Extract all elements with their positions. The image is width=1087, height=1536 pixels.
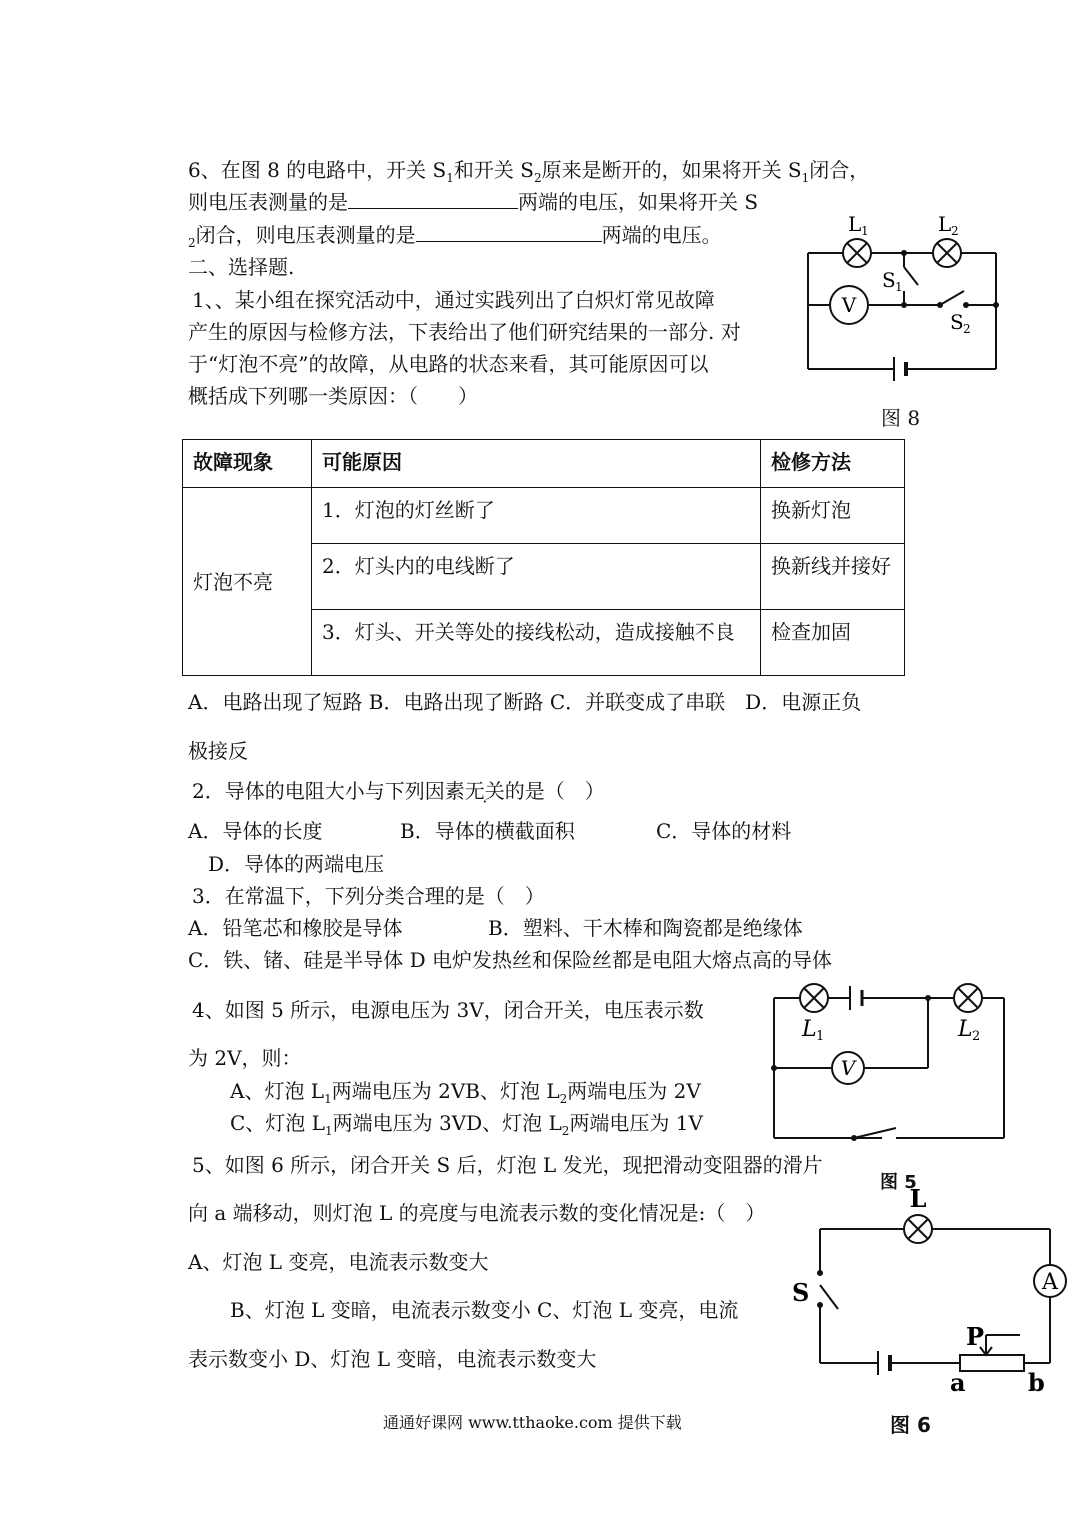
c2-option-c: C．导体的材料	[656, 819, 792, 843]
c5-option-a: A、灯泡 L 变亮，电流表示数变大	[188, 1250, 489, 1274]
q6-line2: 则电压表测量的是 两端的电压，如果将开关 S	[188, 190, 759, 214]
table-cell-fix: 检查加固	[761, 610, 905, 676]
figure-6-circuit	[790, 1185, 1080, 1405]
svg-text:L: L	[909, 1184, 927, 1213]
c3-stem: 3．在常温下，下列分类合理的是（ ）	[192, 884, 545, 908]
c4-options-ab: A、灯泡 $L_1$两端电压为 2VB、灯泡 $L_2$两端电压为 2V	[230, 1079, 701, 1106]
table-header-fix: 检修方法	[761, 440, 905, 488]
c2-option-d: D．导体的两端电压	[208, 852, 385, 876]
svg-text:L: L	[958, 1017, 973, 1042]
c3-option-a: A．铅笔芯和橡胶是导体	[188, 916, 403, 940]
svg-text:2: 2	[951, 224, 959, 238]
answer-blank-2[interactable]	[416, 221, 602, 242]
figure-8-caption: 图 8	[881, 406, 921, 430]
svg-text:P: P	[966, 1322, 985, 1351]
table-cell-fix: 换新线并接好	[761, 544, 905, 610]
figure-6-caption: 图 6	[890, 1413, 931, 1437]
c1-line2: 产生的原因与检修方法，下表给出了他们研究结果的一部分. 对	[188, 320, 741, 344]
svg-text:1: 1	[861, 224, 869, 238]
c4-options-cd: C、灯泡 $L_1$两端电压为 3VD、灯泡 $L_2$两端电压为 1V	[230, 1111, 703, 1138]
section-title-choice: 二、选择题.	[188, 255, 295, 279]
svg-text:1: 1	[816, 1029, 825, 1044]
c2-option-a: A．导体的长度	[188, 819, 323, 843]
figure-5-circuit	[770, 980, 1010, 1140]
svg-text:b: b	[1028, 1368, 1045, 1397]
svg-text:L: L	[848, 212, 862, 236]
c4-line1: 4、如图 5 所示，电源电压为 3V，闭合开关，电压表示数	[192, 998, 704, 1022]
page-footer: 通通好课网 www.tthaoke.com 提供下载	[383, 1413, 682, 1432]
q6-line1: 6、在图 8 的电路中，开关 $S_1$和开关 $S_2$原来是断开的，如果将开关 $S_1$闭合，	[188, 158, 870, 185]
c1-line4: 概括成下列哪一类原因：（ ）	[188, 384, 478, 408]
table-header-cause: 可能原因	[312, 440, 761, 488]
c3-option-cd: C．铁、锗、硅是半导体 D 电炉发热丝和保险丝都是电阻大熔点高的导体	[188, 948, 833, 972]
svg-text:1: 1	[895, 280, 903, 294]
svg-text:L: L	[802, 1017, 817, 1042]
c1-line3: 于“灯泡不亮”的故障，从电路的状态来看，其可能原因可以	[188, 352, 709, 376]
svg-text:a: a	[950, 1368, 966, 1397]
c2-stem: 2．导体的电阻大小与下列因素无关的是（ ）	[192, 779, 605, 803]
fault-table	[182, 439, 905, 676]
svg-text:V: V	[840, 1056, 856, 1080]
c5-line4: B、灯泡 L 变暗，电流表示数变小 C、灯泡 L 变亮，电流	[230, 1298, 739, 1322]
table-cell-cause: 3．灯头、开关等处的接线松动，造成接触不良	[312, 610, 761, 676]
c3-option-b: B．塑料、干木棒和陶瓷都是绝缘体	[488, 916, 803, 940]
answer-blank-1[interactable]	[348, 188, 518, 209]
figure-8-circuit	[800, 205, 1000, 425]
svg-text:2: 2	[963, 322, 971, 336]
c5-line2: 向 a 端移动，则灯泡 L 的亮度与电流表示数的变化情况是:（ ）	[188, 1201, 766, 1225]
table-cell-cause: 1．灯泡的灯丝断了	[312, 488, 761, 544]
q6-line3: $_2$闭合，则电压表测量的是 两端的电压。	[188, 223, 722, 250]
table-cell-fix: 换新灯泡	[761, 488, 905, 544]
c1-options-line2: 极接反	[188, 739, 248, 763]
table-cell-cause: 2．灯头内的电线断了	[312, 544, 761, 610]
table-row	[183, 488, 905, 544]
svg-text:S: S	[950, 310, 964, 334]
table-cell-phenomenon: 灯泡不亮	[183, 488, 312, 676]
svg-text:L: L	[938, 212, 952, 236]
svg-text:A: A	[1042, 1270, 1058, 1295]
figure-5-caption: 图 5	[880, 1172, 917, 1193]
c5-line1: 5、如图 6 所示，闭合开关 S 后，灯泡 L 发光，现把滑动变阻器的滑片	[192, 1153, 823, 1177]
c2-option-b: B．导体的横截面积	[400, 819, 575, 843]
voltmeter-label: V	[841, 293, 857, 317]
c5-line5: 表示数变小 D、灯泡 L 变暗，电流表示数变大	[188, 1347, 597, 1371]
svg-text:2: 2	[972, 1029, 981, 1044]
svg-text:S: S	[882, 268, 896, 292]
svg-text:S: S	[792, 1278, 810, 1307]
c1-line1: 1、、某小组在探究活动中，通过实践列出了白炽灯常见故障	[192, 288, 715, 312]
c4-line2: 为 2V，则：	[188, 1046, 302, 1070]
table-header-phenomenon: 故障现象	[183, 440, 312, 488]
c1-options-line1: A．电路出现了短路 B．电路出现了断路 C．并联变成了串联 D．电源正负	[188, 690, 862, 714]
